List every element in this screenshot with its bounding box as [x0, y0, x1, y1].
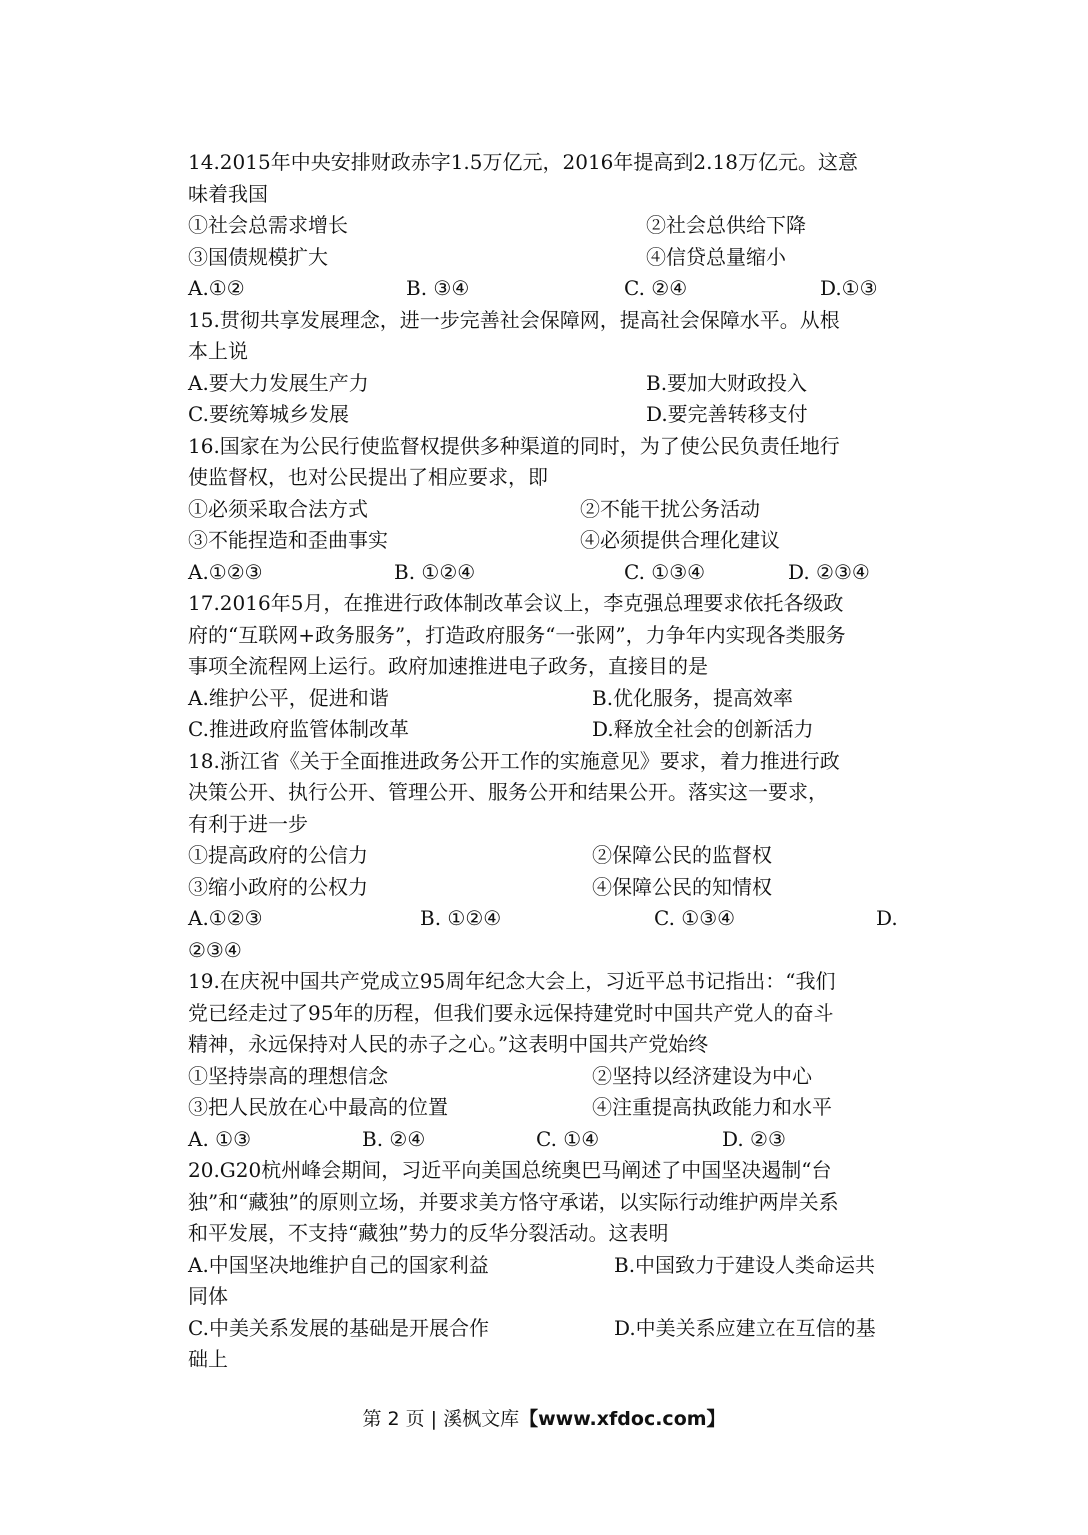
option-item: ③把人民放在心中最高的位置	[188, 1095, 448, 1119]
question-stem: 本上说	[188, 339, 248, 363]
option-row	[188, 242, 900, 274]
answer-choice: C. ①③④	[624, 559, 706, 584]
option-item: A.要大力发展生产力	[188, 370, 369, 395]
answer-choice: A.①②③	[188, 559, 263, 584]
option-item: ③不能捏造和歪曲事实	[188, 528, 388, 552]
question-stem: 精神，永远保持对人民的赤子之心。”这表明中国共产党始终	[188, 1032, 709, 1056]
answer-choice: B. ②④	[362, 1126, 426, 1151]
page-footer	[0, 1404, 1088, 1431]
option-item: ③国债规模扩大	[188, 244, 328, 269]
option-row	[188, 1092, 900, 1124]
question-stem: 16.国家在为公民行使监督权提供多种渠道的同时，为了使公民负责任地行	[188, 433, 840, 458]
question-list	[188, 147, 900, 1376]
question-stem: 19.在庆祝中国共产党成立95周年纪念大会上，习近平总书记指出：“我们	[188, 969, 836, 993]
answer-choice: A.①②	[188, 276, 245, 300]
question-stem: 20.G20杭州峰会期间，习近平向美国总统奥巴马阐述了中国坚决遏制“台	[188, 1158, 832, 1182]
answer-choice: B. ①②④	[420, 906, 502, 930]
option-item: D.要完善转移支付	[646, 402, 808, 426]
option-item: ④保障公民的知情权	[592, 874, 772, 899]
option-item: C.中美关系发展的基础是开展合作	[188, 1315, 489, 1340]
option-item-continued: 同体	[188, 1284, 228, 1308]
answer-choice: C. ①③④	[654, 906, 736, 930]
option-item: B.要加大财政投入	[646, 370, 808, 395]
option-row	[188, 525, 900, 557]
option-item: C.推进政府监管体制改革	[188, 717, 409, 741]
question-stem: 党已经走过了95年的历程，但我们要永远保持建党时中国共产党人的奋斗	[188, 1000, 834, 1025]
option-row	[188, 210, 900, 242]
option-item: ④必须提供合理化建议	[580, 528, 780, 552]
question-stem: 有利于进一步	[188, 811, 308, 836]
question-16	[188, 431, 900, 589]
option-item: ④信贷总量缩小	[646, 244, 786, 269]
answer-choice: D.①③	[820, 276, 878, 300]
answer-choice: B. ③④	[406, 276, 470, 300]
answer-row	[188, 273, 900, 305]
answer-choice: B. ①②④	[394, 559, 476, 584]
question-stem: 和平发展，不支持“藏独”势力的反华分裂活动。这表明	[188, 1221, 669, 1245]
page-number-text: 第 2 页 | 溪枫文库	[362, 1408, 520, 1430]
answer-choice: ②③④	[188, 937, 242, 962]
answer-choice: C. ①④	[536, 1126, 600, 1151]
question-stem: 18.浙江省《关于全面推进政务公开工作的实施意见》要求，着力推进行政	[188, 748, 840, 773]
option-item: D.释放全社会的创新活力	[592, 717, 814, 741]
option-item: ①必须采取合法方式	[188, 496, 368, 521]
answer-choice: D. ②③	[722, 1126, 786, 1151]
option-row	[188, 840, 900, 872]
option-item: ①提高政府的公信力	[188, 843, 368, 867]
question-15	[188, 305, 900, 431]
option-item: A.维护公平，促进和谐	[188, 685, 389, 710]
site-url[interactable]: 【www.xfdoc.com】	[519, 1408, 726, 1430]
answer-choice: D.	[876, 906, 898, 930]
question-stem: 事项全流程网上运行。政府加速推进电子政务，直接目的是	[188, 654, 708, 678]
option-item: B.中国致力于建设人类命运共	[614, 1252, 876, 1277]
option-row	[188, 683, 900, 715]
option-row	[188, 1313, 900, 1345]
answer-row	[188, 903, 900, 935]
question-18	[188, 746, 900, 967]
option-item: ②坚持以经济建设为中心	[592, 1063, 812, 1088]
option-item: ②社会总供给下降	[646, 213, 806, 237]
option-row	[188, 368, 900, 400]
option-row	[188, 1250, 900, 1282]
answer-choice: D. ②③④	[788, 559, 870, 584]
question-stem: 决策公开、执行公开、管理公开、服务公开和结果公开。落实这一要求，	[188, 780, 828, 804]
question-14	[188, 147, 900, 305]
question-stem: 17.2016年5月，在推进行政体制改革会议上，李克强总理要求依托各级政	[188, 591, 844, 615]
option-item: ②保障公民的监督权	[592, 843, 772, 867]
question-stem: 14.2015年中央安排财政赤字1.5万亿元，2016年提高到2.18万亿元。这意	[188, 150, 858, 174]
option-item: D.中美关系应建立在互信的基	[614, 1315, 876, 1340]
option-row	[188, 399, 900, 431]
option-item: ①坚持崇高的理想信念	[188, 1063, 388, 1088]
answer-choice: A.①②③	[188, 906, 263, 930]
option-item: ④注重提高执政能力和水平	[592, 1095, 832, 1119]
option-row	[188, 872, 900, 904]
question-20	[188, 1155, 900, 1376]
answer-row	[188, 557, 900, 589]
option-item: ②不能干扰公务活动	[580, 496, 760, 521]
option-row	[188, 1061, 900, 1093]
option-item: ③缩小政府的公权力	[188, 874, 368, 899]
question-stem: 独”和“藏独”的原则立场，并要求美方恪守承诺，以实际行动维护两岸关系	[188, 1189, 839, 1214]
answer-row	[188, 1124, 900, 1156]
question-17	[188, 588, 900, 746]
option-item: B.优化服务，提高效率	[592, 685, 794, 710]
answer-choice: C. ②④	[624, 276, 688, 300]
question-stem: 使监督权，也对公民提出了相应要求，即	[188, 465, 548, 489]
question-stem: 15.贯彻共享发展理念，进一步完善社会保障网，提高社会保障水平。从根	[188, 307, 840, 332]
option-item: A.中国坚决地维护自己的国家利益	[188, 1252, 489, 1277]
answer-choice: A. ①③	[188, 1126, 252, 1151]
option-item: ①社会总需求增长	[188, 213, 348, 237]
option-item-continued: 础上	[188, 1347, 228, 1371]
option-row	[188, 714, 900, 746]
option-row	[188, 494, 900, 526]
question-19	[188, 966, 900, 1155]
question-stem: 味着我国	[188, 181, 268, 206]
option-item: C.要统筹城乡发展	[188, 402, 349, 426]
question-stem: 府的“互联网+政务服务”，打造政府服务“一张网”，力争年内实现各类服务	[188, 622, 846, 647]
